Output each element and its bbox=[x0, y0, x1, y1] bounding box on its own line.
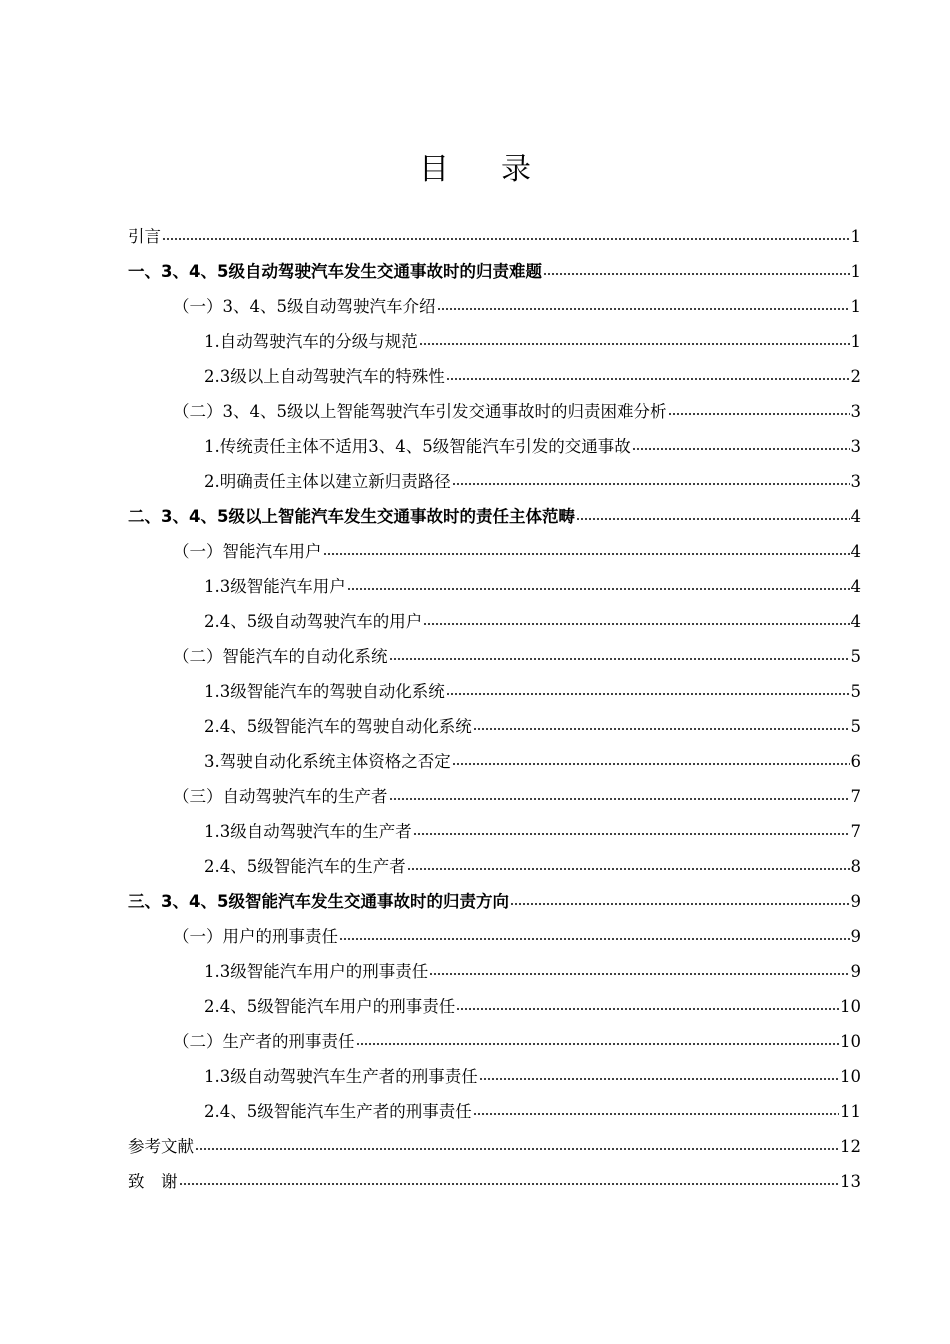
toc-page-number: 4 bbox=[850, 577, 861, 596]
dot-leader bbox=[419, 343, 850, 345]
toc-entry[interactable] bbox=[128, 534, 861, 569]
dot-leader bbox=[162, 238, 850, 240]
toc-page-number: 6 bbox=[850, 752, 861, 771]
toc-page-number: 10 bbox=[840, 1067, 861, 1086]
toc-entry-title: （二）智能汽车的自动化系统 bbox=[173, 647, 388, 666]
toc-entry-title: （二）生产者的刑事责任 bbox=[173, 1032, 355, 1051]
toc-page-number: 4 bbox=[850, 542, 861, 561]
toc-entry-title: 1.传统责任主体不适用3、4、5级智能汽车引发的交通事故 bbox=[204, 437, 631, 456]
toc-page-number: 3 bbox=[850, 437, 861, 456]
toc-entry-title: 2.3级以上自动驾驶汽车的特殊性 bbox=[204, 367, 445, 386]
toc-page-number: 5 bbox=[850, 647, 861, 666]
toc-entry-title: 三、3、4、5级智能汽车发生交通事故时的归责方向 bbox=[128, 892, 509, 911]
title-char-2: 录 bbox=[501, 152, 531, 187]
dot-leader bbox=[389, 798, 850, 800]
toc-entry[interactable] bbox=[128, 1164, 861, 1199]
toc-page-number: 5 bbox=[850, 717, 861, 736]
dot-leader bbox=[423, 623, 849, 625]
toc-page-number: 8 bbox=[850, 857, 861, 876]
toc-entry-title: 1.3级自动驾驶汽车的生产者 bbox=[204, 822, 412, 841]
toc-page-number: 10 bbox=[840, 997, 861, 1016]
dot-leader bbox=[407, 868, 850, 870]
toc-entry-title: 1.3级智能汽车用户的刑事责任 bbox=[204, 962, 429, 981]
dot-leader bbox=[413, 833, 850, 835]
dot-leader bbox=[323, 553, 850, 555]
dot-leader bbox=[473, 1113, 839, 1115]
toc-entry[interactable] bbox=[128, 604, 861, 639]
toc-entry[interactable] bbox=[128, 884, 861, 919]
toc-entry-title: 一、3、4、5级自动驾驶汽车发生交通事故时的归责难题 bbox=[128, 262, 542, 281]
toc-entry[interactable] bbox=[128, 1024, 861, 1059]
toc-page-number: 13 bbox=[840, 1172, 861, 1191]
toc-entry-title: 致 谢 bbox=[128, 1172, 178, 1191]
dot-leader bbox=[446, 693, 850, 695]
toc-entry-title: （一）3、4、5级自动驾驶汽车介绍 bbox=[173, 297, 436, 316]
toc-page-number: 1 bbox=[850, 227, 861, 246]
toc-page-number: 9 bbox=[850, 927, 861, 946]
toc-page-number: 1 bbox=[850, 297, 861, 316]
dot-leader bbox=[179, 1183, 840, 1185]
toc-page-number: 7 bbox=[850, 822, 861, 841]
toc-page-number: 1 bbox=[850, 262, 861, 281]
toc-entry[interactable] bbox=[128, 674, 861, 709]
toc-entry[interactable] bbox=[128, 814, 861, 849]
toc-entry[interactable] bbox=[128, 744, 861, 779]
toc-entry-title: 二、3、4、5级以上智能汽车发生交通事故时的责任主体范畴 bbox=[128, 507, 575, 526]
dot-leader bbox=[429, 973, 849, 975]
dot-leader bbox=[347, 588, 850, 590]
toc-entry-title: 1.3级自动驾驶汽车生产者的刑事责任 bbox=[204, 1067, 478, 1086]
toc-entry-title: 2.4、5级智能汽车用户的刑事责任 bbox=[204, 997, 456, 1016]
page-title bbox=[0, 148, 950, 192]
toc-entry[interactable] bbox=[128, 849, 861, 884]
toc-entry-title: 2.明确责任主体以建立新归责路径 bbox=[204, 472, 451, 491]
toc-entry[interactable] bbox=[128, 429, 861, 464]
toc-entry-title: 2.4、5级智能汽车生产者的刑事责任 bbox=[204, 1102, 472, 1121]
toc-entry-title: 参考文献 bbox=[128, 1137, 194, 1156]
toc-entry-title: （一）用户的刑事责任 bbox=[173, 927, 338, 946]
toc-page-number: 7 bbox=[850, 787, 861, 806]
toc-entry[interactable] bbox=[128, 954, 861, 989]
toc-entry-title: （三）自动驾驶汽车的生产者 bbox=[173, 787, 388, 806]
dot-leader bbox=[543, 273, 850, 275]
toc-entry[interactable] bbox=[128, 219, 861, 254]
toc-page-number: 4 bbox=[850, 507, 861, 526]
table-of-contents bbox=[128, 219, 861, 1199]
dot-leader bbox=[632, 448, 850, 450]
dot-leader bbox=[195, 1148, 839, 1150]
toc-entry[interactable] bbox=[128, 394, 861, 429]
toc-page-number: 9 bbox=[850, 892, 861, 911]
toc-page-number: 4 bbox=[850, 612, 861, 631]
toc-entry[interactable] bbox=[128, 569, 861, 604]
toc-entry[interactable] bbox=[128, 254, 861, 289]
toc-page-number: 9 bbox=[850, 962, 861, 981]
toc-entry-title: 3.驾驶自动化系统主体资格之否定 bbox=[204, 752, 451, 771]
dot-leader bbox=[473, 728, 850, 730]
toc-entry-title: 1.自动驾驶汽车的分级与规范 bbox=[204, 332, 418, 351]
dot-leader bbox=[452, 763, 850, 765]
dot-leader bbox=[479, 1078, 839, 1080]
toc-page-number: 2 bbox=[850, 367, 861, 386]
dot-leader bbox=[668, 413, 850, 415]
toc-entry[interactable] bbox=[128, 779, 861, 814]
toc-entry[interactable] bbox=[128, 464, 861, 499]
toc-page-number: 10 bbox=[840, 1032, 861, 1051]
toc-entry[interactable] bbox=[128, 359, 861, 394]
toc-entry-title: 1.3级智能汽车的驾驶自动化系统 bbox=[204, 682, 445, 701]
toc-entry-title: 2.4、5级智能汽车的生产者 bbox=[204, 857, 406, 876]
dot-leader bbox=[456, 1008, 839, 1010]
dot-leader bbox=[446, 378, 850, 380]
toc-page-number: 3 bbox=[850, 472, 861, 491]
toc-entry-title: 2.4、5级自动驾驶汽车的用户 bbox=[204, 612, 423, 631]
toc-page-number: 11 bbox=[840, 1102, 861, 1121]
toc-entry[interactable] bbox=[128, 709, 861, 744]
toc-page-number: 5 bbox=[850, 682, 861, 701]
toc-entry-title: 引言 bbox=[128, 227, 161, 246]
toc-entry[interactable] bbox=[128, 1059, 861, 1094]
toc-entry[interactable] bbox=[128, 1094, 861, 1129]
dot-leader bbox=[452, 483, 850, 485]
dot-leader bbox=[356, 1043, 840, 1045]
toc-entry[interactable] bbox=[128, 1129, 861, 1164]
toc-entry[interactable] bbox=[128, 639, 861, 674]
dot-leader bbox=[437, 308, 850, 310]
dot-leader bbox=[339, 938, 850, 940]
dot-leader bbox=[576, 518, 850, 520]
toc-page-number: 3 bbox=[850, 402, 861, 421]
toc-entry[interactable] bbox=[128, 289, 861, 324]
toc-entry-title: （一）智能汽车用户 bbox=[173, 542, 322, 561]
title-char-1: 目 bbox=[419, 152, 449, 187]
toc-entry[interactable] bbox=[128, 324, 861, 359]
toc-entry[interactable] bbox=[128, 499, 861, 534]
toc-page-number: 12 bbox=[840, 1137, 861, 1156]
toc-entry-title: （二）3、4、5级以上智能驾驶汽车引发交通事故时的归责困难分析 bbox=[173, 402, 667, 421]
toc-entry[interactable] bbox=[128, 919, 861, 954]
toc-entry-title: 2.4、5级智能汽车的驾驶自动化系统 bbox=[204, 717, 472, 736]
toc-page-number: 1 bbox=[850, 332, 861, 351]
toc-entry[interactable] bbox=[128, 989, 861, 1024]
dot-leader bbox=[389, 658, 850, 660]
toc-entry-title: 1.3级智能汽车用户 bbox=[204, 577, 346, 596]
dot-leader bbox=[510, 903, 850, 905]
